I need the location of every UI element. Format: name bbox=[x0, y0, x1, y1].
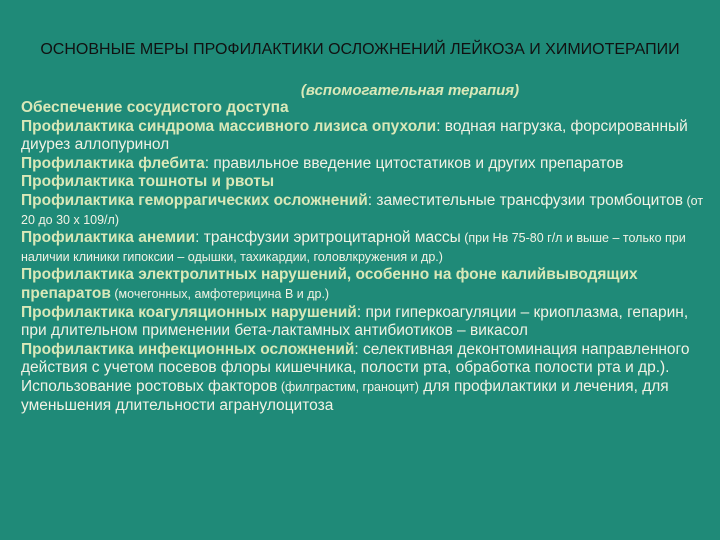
list-item bbox=[21, 99, 711, 118]
item-heading: Профилактика инфекционных осложнений bbox=[21, 340, 355, 358]
item-note: (от 20 до 30 х 109/л) bbox=[21, 193, 704, 227]
item-text: : водная нагрузка, форсированный диурез аллопуринол bbox=[21, 117, 688, 154]
item-note: (филграстим, граноцит) bbox=[277, 379, 419, 394]
item-text: : при гиперкоагуляции – криоплазма, гепарин, при длительном применении бета-лактамных антибиотиков – викасол bbox=[21, 303, 689, 340]
list-item bbox=[21, 155, 711, 174]
list-item bbox=[21, 118, 711, 155]
item-heading: Профилактика синдрома массивного лизиса опухоли bbox=[21, 117, 437, 135]
item-heading: Профилактика электролитных нарушений, особенно на фоне калийвыводящих препаратов bbox=[21, 266, 638, 302]
list-item bbox=[21, 229, 711, 266]
item-text: : заместительные трансфузии тромбоцитов bbox=[367, 191, 684, 209]
item-note: (мочегонных, амфотерицина В и др.) bbox=[110, 286, 330, 301]
item-heading: Обеспечение сосудистого доступа bbox=[21, 99, 289, 116]
item-heading: Профилактика геморрагических осложнений bbox=[21, 191, 368, 209]
slide-title: ОСНОВНЫЕ МЕРЫ ПРОФИЛАКТИКИ ОСЛОЖНЕНИЙ ЛЕЙКОЗА И ХИМИОТЕРАПИИ bbox=[40, 41, 680, 58]
item-text: : правильное введение цитостатиков и других препаратов bbox=[204, 154, 624, 172]
item-heading: Профилактика флебита bbox=[21, 154, 205, 172]
list-item bbox=[21, 173, 711, 192]
item-text: : трансфузии эритроцитарной массы bbox=[195, 229, 461, 247]
list-item bbox=[21, 192, 711, 229]
item-note: (при Нв 75-80 г/л и выше – только при наличии клиники гипоксии – одышки, тахикардии, головлкружения и др.) bbox=[21, 231, 686, 264]
item-heading: Профилактика анемии bbox=[21, 229, 196, 247]
list-item bbox=[21, 341, 711, 415]
measures-list bbox=[21, 99, 711, 415]
item-text: : селективная деконтоминация направленного действия с учетом посевов флоры кишечника, полости рта, обработка полости рта и др.). Использование ростовых факторов bbox=[21, 340, 690, 395]
list-item bbox=[21, 266, 711, 303]
item-heading: Профилактика коагуляционных нарушений bbox=[21, 303, 357, 321]
list-item bbox=[21, 304, 711, 341]
item-text-tail: для профилактики и лечения, для уменьшения длительности агранулоцитоза bbox=[21, 377, 669, 414]
slide-subtitle: (вспомогательная терапия) bbox=[300, 82, 520, 99]
item-heading: Профилактика тошноты и рвоты bbox=[21, 173, 275, 191]
